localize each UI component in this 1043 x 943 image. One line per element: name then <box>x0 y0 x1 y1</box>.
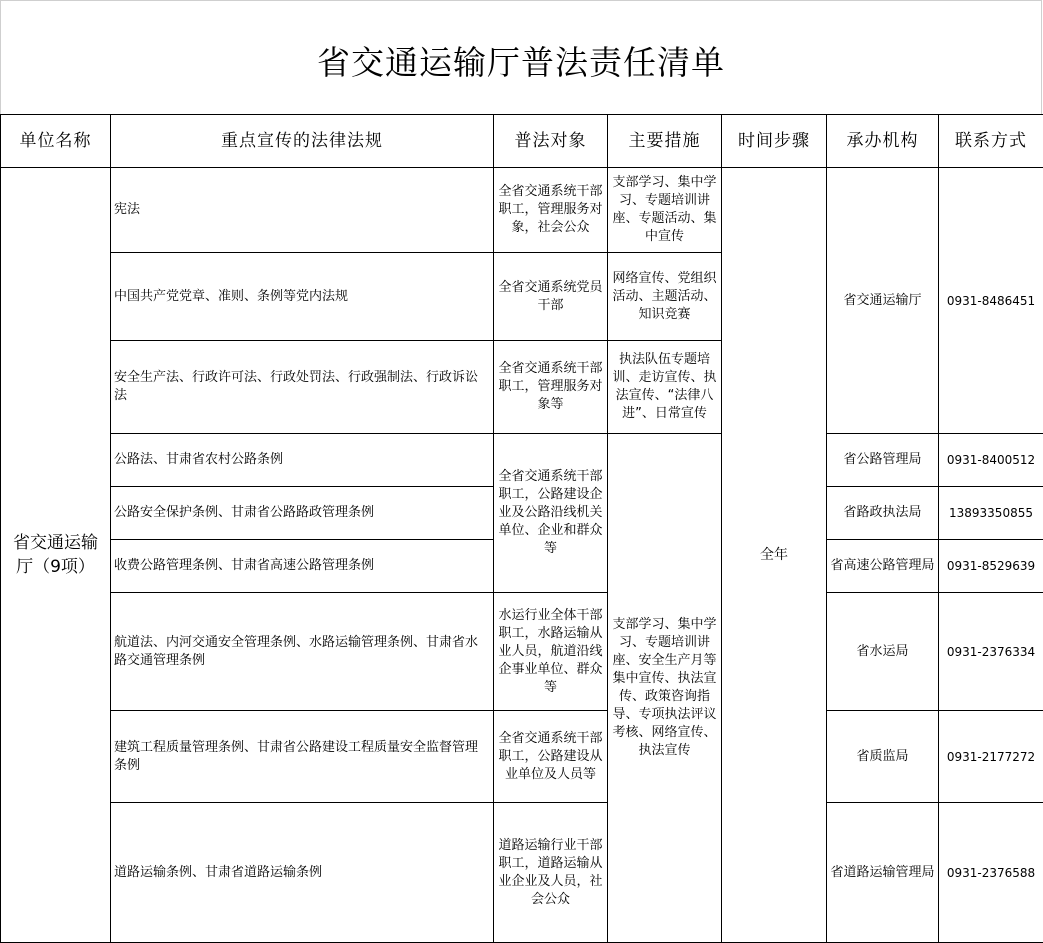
law-cell: 公路安全保护条例、甘肃省公路路政管理条例 <box>111 487 494 540</box>
header-measures: 主要措施 <box>608 115 722 168</box>
agency-cell: 省高速公路管理局 <box>827 540 939 593</box>
header-contact: 联系方式 <box>939 115 1043 168</box>
agency-cell: 省道路运输管理局 <box>827 803 939 943</box>
header-target: 普法对象 <box>494 115 608 168</box>
agency-cell: 省质监局 <box>827 711 939 803</box>
header-agency: 承办机构 <box>827 115 939 168</box>
table-row <box>1 168 1043 253</box>
law-cell: 宪法 <box>111 168 494 253</box>
agency-cell: 省水运局 <box>827 593 939 711</box>
contact-cell: 0931-8486451 <box>939 168 1043 434</box>
measure-cell: 执法队伍专题培训、走访宣传、执法宣传、“法律八进”、日常宣传 <box>608 341 722 434</box>
contact-cell: 0931-2376588 <box>939 803 1043 943</box>
law-cell: 中国共产党党章、准则、条例等党内法规 <box>111 253 494 341</box>
contact-cell: 0931-2177272 <box>939 711 1043 803</box>
table-row <box>1 803 1043 943</box>
title-band <box>0 0 1042 114</box>
law-cell: 收费公路管理条例、甘肃省高速公路管理条例 <box>111 540 494 593</box>
law-cell: 公路法、甘肃省农村公路条例 <box>111 434 494 487</box>
target-cell: 全省交通系统干部职工，公路建设从业单位及人员等 <box>494 711 608 803</box>
law-cell: 航道法、内河交通安全管理条例、水路运输管理条例、甘肃省水路交通管理条例 <box>111 593 494 711</box>
law-cell: 建筑工程质量管理条例、甘肃省公路建设工程质量安全监督管理条例 <box>111 711 494 803</box>
target-cell: 全省交通系统干部职工，管理服务对象，社会公众 <box>494 168 608 253</box>
table-row <box>1 434 1043 487</box>
measure-cell: 支部学习、集中学习、专题培训讲座、专题活动、集中宣传 <box>608 168 722 253</box>
measure-cell: 网络宣传、党组织活动、主题活动、知识竞赛 <box>608 253 722 341</box>
header-laws: 重点宣传的法律法规 <box>111 115 494 168</box>
target-cell: 全省交通系统干部职工，管理服务对象等 <box>494 341 608 434</box>
contact-cell: 0931-8400512 <box>939 434 1043 487</box>
contact-cell: 13893350855 <box>939 487 1043 540</box>
header-time: 时间步骤 <box>722 115 827 168</box>
unit-name-cell: 省交通运输厅（9项） <box>1 168 111 943</box>
table-row <box>1 593 1043 711</box>
agency-cell: 省交通运输厅 <box>827 168 939 434</box>
time-cell: 全年 <box>722 168 827 943</box>
responsibility-table <box>0 114 1043 943</box>
table-row <box>1 711 1043 803</box>
contact-cell: 0931-8529639 <box>939 540 1043 593</box>
target-cell: 全省交通系统党员干部 <box>494 253 608 341</box>
target-cell: 道路运输行业干部职工，道路运输从业企业及人员，社会公众 <box>494 803 608 943</box>
law-cell: 安全生产法、行政许可法、行政处罚法、行政强制法、行政诉讼法 <box>111 341 494 434</box>
law-cell: 道路运输条例、甘肃省道路运输条例 <box>111 803 494 943</box>
header-row <box>1 115 1043 168</box>
agency-cell: 省公路管理局 <box>827 434 939 487</box>
contact-cell: 0931-2376334 <box>939 593 1043 711</box>
header-unit: 单位名称 <box>1 115 111 168</box>
agency-cell: 省路政执法局 <box>827 487 939 540</box>
measure-cell: 支部学习、集中学习、专题培训讲座、安全生产月等集中宣传、执法宣传、政策咨询指导、专项执法评议考核、网络宣传、执法宣传 <box>608 434 722 943</box>
target-cell: 水运行业全体干部职工，水路运输从业人员，航道沿线企事业单位、群众等 <box>494 593 608 711</box>
page-title: 省交通运输厅普法责任清单 <box>317 37 725 84</box>
target-cell: 全省交通系统干部职工，公路建设企业及公路沿线机关单位、企业和群众等 <box>494 434 608 593</box>
